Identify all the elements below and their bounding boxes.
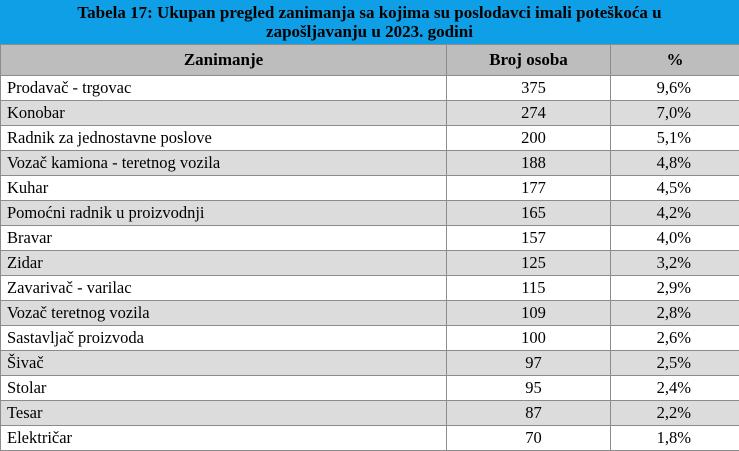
table-row bbox=[1, 251, 739, 276]
percent-cell: 4,0% bbox=[611, 226, 739, 251]
column-header-percent: % bbox=[611, 45, 739, 76]
percent-cell: 5,1% bbox=[611, 126, 739, 151]
occupation-cell: Bravar bbox=[1, 226, 447, 251]
count-cell: 157 bbox=[447, 226, 611, 251]
occupation-cell: Sastavljač proizvoda bbox=[1, 326, 447, 351]
column-header-occupation: Zanimanje bbox=[1, 45, 447, 76]
percent-cell: 2,9% bbox=[611, 276, 739, 301]
percent-cell: 4,2% bbox=[611, 201, 739, 226]
count-cell: 188 bbox=[447, 151, 611, 176]
occupation-cell: Radnik za jednostavne poslove bbox=[1, 126, 447, 151]
occupation-cell: Vozač kamiona - teretnog vozila bbox=[1, 151, 447, 176]
percent-cell: 4,8% bbox=[611, 151, 739, 176]
table-title bbox=[0, 0, 739, 44]
count-cell: 274 bbox=[447, 101, 611, 126]
table-row bbox=[1, 326, 739, 351]
count-cell: 375 bbox=[447, 76, 611, 101]
table-row bbox=[1, 76, 739, 101]
table-row bbox=[1, 301, 739, 326]
table-row bbox=[1, 176, 739, 201]
count-cell: 97 bbox=[447, 351, 611, 376]
occupation-cell: Kuhar bbox=[1, 176, 447, 201]
count-cell: 100 bbox=[447, 326, 611, 351]
percent-cell: 4,5% bbox=[611, 176, 739, 201]
table-body bbox=[1, 76, 739, 451]
table-header-row bbox=[1, 45, 739, 76]
percent-cell: 1,8% bbox=[611, 426, 739, 451]
occupation-cell: Prodavač - trgovac bbox=[1, 76, 447, 101]
percent-cell: 3,2% bbox=[611, 251, 739, 276]
percent-cell: 9,6% bbox=[611, 76, 739, 101]
count-cell: 165 bbox=[447, 201, 611, 226]
occupation-cell: Tesar bbox=[1, 401, 447, 426]
table-row bbox=[1, 426, 739, 451]
percent-cell: 2,5% bbox=[611, 351, 739, 376]
occupation-cell: Vozač teretnog vozila bbox=[1, 301, 447, 326]
count-cell: 177 bbox=[447, 176, 611, 201]
count-cell: 87 bbox=[447, 401, 611, 426]
table-row bbox=[1, 101, 739, 126]
percent-cell: 2,8% bbox=[611, 301, 739, 326]
percent-cell: 2,6% bbox=[611, 326, 739, 351]
occupation-cell: Stolar bbox=[1, 376, 447, 401]
table-row bbox=[1, 226, 739, 251]
count-cell: 95 bbox=[447, 376, 611, 401]
count-cell: 70 bbox=[447, 426, 611, 451]
table-row bbox=[1, 276, 739, 301]
table-row bbox=[1, 201, 739, 226]
table-row bbox=[1, 376, 739, 401]
column-header-count: Broj osoba bbox=[447, 45, 611, 76]
count-cell: 125 bbox=[447, 251, 611, 276]
occupations-table bbox=[0, 44, 739, 451]
occupation-cell: Šivač bbox=[1, 351, 447, 376]
occupation-cell: Električar bbox=[1, 426, 447, 451]
percent-cell: 2,4% bbox=[611, 376, 739, 401]
percent-cell: 7,0% bbox=[611, 101, 739, 126]
table-title-line-2: zapošljavanju u 2023. godini bbox=[0, 22, 739, 41]
occupation-cell: Konobar bbox=[1, 101, 447, 126]
occupation-cell: Zidar bbox=[1, 251, 447, 276]
count-cell: 200 bbox=[447, 126, 611, 151]
table-row bbox=[1, 401, 739, 426]
count-cell: 115 bbox=[447, 276, 611, 301]
table-row bbox=[1, 351, 739, 376]
count-cell: 109 bbox=[447, 301, 611, 326]
table-row bbox=[1, 126, 739, 151]
table-title-line-1: Tabela 17: Ukupan pregled zanimanja sa kojima su poslodavci imali poteškoća u bbox=[0, 3, 739, 22]
occupation-cell: Pomoćni radnik u proizvodnji bbox=[1, 201, 447, 226]
table-row bbox=[1, 151, 739, 176]
occupation-cell: Zavarivač - varilac bbox=[1, 276, 447, 301]
percent-cell: 2,2% bbox=[611, 401, 739, 426]
